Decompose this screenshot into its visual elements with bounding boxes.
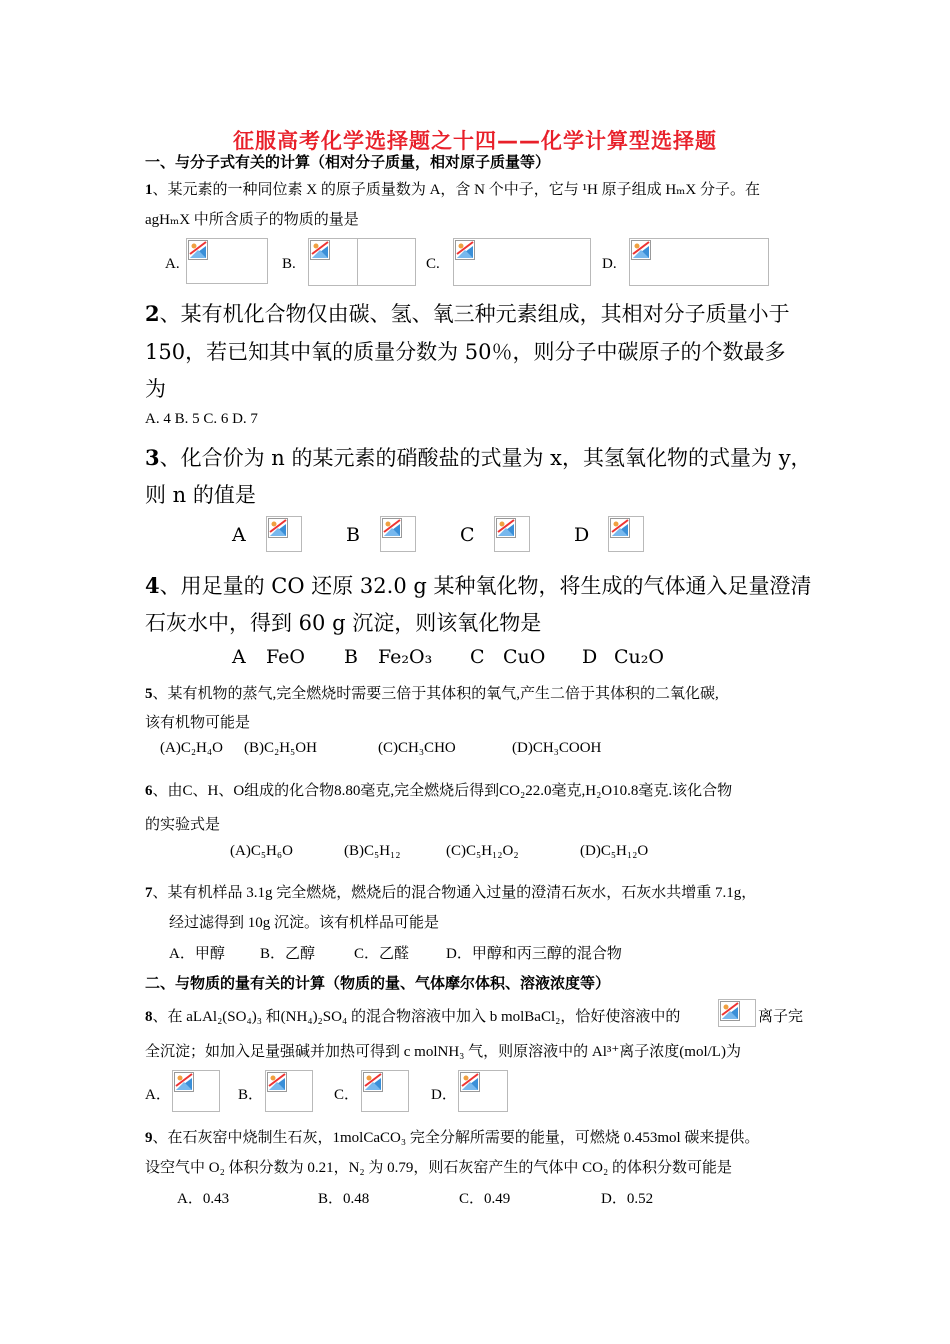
q8-option-a-label: A．: [145, 1087, 171, 1103]
q8-option-b-label: B．: [238, 1087, 264, 1103]
q6-option-c: (C)C₅H₁₂O₂: [446, 843, 519, 859]
q7-number: 7: [145, 885, 153, 901]
q3-option-b-image: [380, 516, 416, 552]
q1-option-c-label: C.: [426, 256, 440, 272]
q9-option-b: B．0.48: [318, 1191, 370, 1207]
q8-number: 8: [145, 1009, 153, 1025]
q7-line2: 经过滤得到 10g 沉淀。该有机样品可能是: [169, 915, 440, 931]
q8-option-b-image: [265, 1070, 313, 1112]
q8-line1-end: 离子完: [758, 1009, 804, 1025]
q5-option-c: (C)CH₃CHO: [378, 740, 456, 756]
broken-image-icon: [720, 1001, 740, 1021]
q7-option-c: C．乙醛: [354, 946, 410, 962]
q2-options: A. 4 B. 5 C. 6 D. 7: [145, 411, 258, 427]
q6-line2: 的实验式是: [145, 817, 221, 833]
q7-option-d: D．甲醇和丙三醇的混合物: [446, 946, 622, 962]
broken-image-icon: [496, 518, 516, 538]
q1-option-a-image: [186, 238, 268, 284]
q4-option-b-value: Fe₂O₃: [378, 646, 433, 668]
q9-option-c: C．0.49: [459, 1191, 511, 1207]
q4-option-a-value: FeO: [266, 646, 305, 668]
q5-line1: 5、某有机物的蒸气,完全燃烧时需要三倍于其体积的氧气,产生二倍于其体积的二氧化碳,: [145, 686, 719, 702]
q7-line1: 7、某有机样品 3.1g 完全燃烧，燃烧后的混合物通入过量的澄清石灰水，石灰水共增重 7.1g，: [145, 885, 757, 901]
q2-line2: 150，若已知其中氧的质量分数为 50％，则分子中碳原子的个数最多: [145, 340, 786, 364]
q8-option-c-image: [361, 1070, 409, 1112]
q6-line1: 6、由C、H、O组成的化合物8.80毫克,完全燃烧后得到CO₂22.0毫克,H₂O10.8毫克.该化合物: [145, 783, 733, 799]
q4-option-b-label: B: [344, 646, 358, 668]
q1-number: 1: [145, 182, 153, 198]
q9-option-a: A．0.43: [177, 1191, 230, 1207]
q8-inline-image: [718, 999, 756, 1027]
q5-option-d: (D)CH₃COOH: [512, 740, 602, 756]
broken-image-icon: [174, 1072, 194, 1092]
q8-option-c-label: C．: [334, 1087, 360, 1103]
q4-line1: 4、用足量的 CO 还原 32.0 g 某种氧化物，将生成的气体通入足量澄清: [145, 573, 812, 598]
q9-line1: 9、在石灰窑中烧制生石灰，1molCaCO₃ 完全分解所需要的能量，可燃烧 0.453mol 碳来提供。: [145, 1130, 760, 1146]
q7-option-a: A．甲醇: [169, 946, 225, 962]
broken-image-icon: [382, 518, 402, 538]
q1-option-b-image: [308, 238, 416, 286]
broken-image-icon: [363, 1072, 383, 1092]
q5-line2: 该有机物可能是: [145, 715, 251, 731]
q2-line3: 为: [145, 377, 166, 401]
q4-option-d-value: Cu₂O: [614, 646, 664, 668]
broken-image-icon: [188, 240, 208, 260]
q3-line2: 则 n 的值是: [145, 483, 256, 507]
q7-option-b: B．乙醇: [260, 946, 316, 962]
broken-image-icon: [460, 1072, 480, 1092]
q3-option-a-label: A: [232, 524, 246, 546]
q4-number: 4: [145, 573, 160, 598]
q8-option-d-image: [458, 1070, 508, 1112]
broken-image-icon: [610, 518, 630, 538]
q4-option-c-value: CuO: [503, 646, 546, 668]
q1-option-a-label: A.: [165, 256, 180, 272]
page-title: 征服高考化学选择题之十四——化学计算型选择题: [233, 129, 717, 153]
q3-number: 3: [145, 445, 160, 470]
q3-line1: 3、化合价为 n 的某元素的硝酸盐的式量为 x，其氢氧化物的式量为 y，: [145, 445, 812, 470]
q4-option-d-label: D: [582, 646, 598, 668]
q6-number: 6: [145, 783, 153, 799]
q5-number: 5: [145, 686, 153, 702]
q8-option-d-label: D．: [431, 1087, 457, 1103]
q5-option-b: (B)C₂H₅OH: [244, 740, 317, 756]
q1-line2: agHₘX 中所含质子的物质的量是: [145, 212, 359, 228]
q1-line1: 1、某元素的一种同位素 X 的原子质量数为 A，含 N 个中子，它与 ¹H 原子组成 HₘX 分子。在: [145, 182, 760, 198]
q1-option-b-label: B.: [282, 256, 296, 272]
q4-line2: 石灰水中，得到 60 g 沉淀，则该氧化物是: [145, 611, 542, 635]
section-heading-2: 二、与物质的量有关的计算（物质的量、气体摩尔体积、溶液浓度等）: [145, 974, 611, 992]
broken-image-icon: [310, 240, 330, 260]
section-heading-1: 一、与分子式有关的计算（相对分子质量，相对原子质量等）: [145, 153, 551, 171]
q2-number: 2: [145, 301, 160, 326]
broken-image-icon: [455, 240, 475, 260]
q8-option-a-image: [172, 1070, 220, 1112]
q3-option-c-image: [494, 516, 530, 552]
q8-line2: 全沉淀；如加入足量强碱并加热可得到 c molNH₃ 气，则原溶液中的 Al³⁺离子浓度(mol/L)为: [145, 1044, 741, 1060]
q3-option-d-label: D: [574, 524, 590, 546]
q5-option-a: (A)C₂H₄O: [160, 740, 223, 756]
broken-image-icon: [631, 240, 651, 260]
q9-line2: 设空气中 O₂ 体积分数为 0.21，N₂ 为 0.79，则石灰窑产生的气体中 CO₂ 的体积分数可能是: [145, 1160, 732, 1176]
q1-option-d-label: D.: [602, 256, 617, 272]
q3-option-d-image: [608, 516, 644, 552]
q6-option-d: (D)C₅H₁₂O: [580, 843, 649, 859]
q9-number: 9: [145, 1130, 153, 1146]
q6-option-b: (B)C₅H₁₂: [344, 843, 401, 859]
q3-option-c-label: C: [460, 524, 475, 546]
broken-image-icon: [267, 1072, 287, 1092]
q4-option-a-label: A: [232, 646, 246, 668]
q8-line1: 8、在 aLAl₂(SO₄)₃ 和(NH₄)₂SO₄ 的混合物溶液中加入 b molBaCl₂，恰好使溶液中的: [145, 1009, 681, 1025]
q4-option-c-label: C: [470, 646, 485, 668]
q1-option-d-image: [629, 238, 769, 286]
q3-option-a-image: [266, 516, 302, 552]
q1-option-c-image: [453, 238, 591, 286]
q3-option-b-label: B: [346, 524, 360, 546]
broken-image-icon: [268, 518, 288, 538]
q9-option-d: D．0.52: [601, 1191, 654, 1207]
q6-option-a: (A)C₅H₆O: [230, 843, 293, 859]
q2-line1: 2、某有机化合物仅由碳、氢、氧三种元素组成，其相对分子质量小于: [145, 301, 790, 326]
